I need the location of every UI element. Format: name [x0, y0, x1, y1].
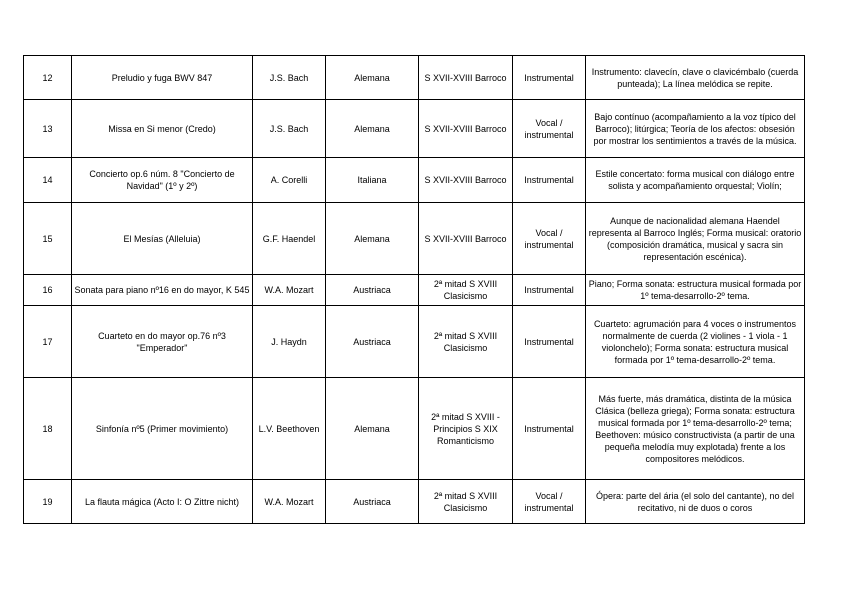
notes: Bajo contínuo (acompañamiento a la voz típico del Barroco); litúrgica; Teoría de los afectos: obsesión por mostrar los sentimientos a través de la música.: [586, 100, 805, 158]
work-title: La flauta mágica (Acto I: O Zittre nicht): [72, 480, 253, 524]
music-type: Instrumental: [513, 56, 586, 100]
work-title: Preludio y fuga BWV 847: [72, 56, 253, 100]
music-type: Vocal / instrumental: [513, 100, 586, 158]
composer: L.V. Beethoven: [253, 378, 326, 480]
works-table: [23, 55, 805, 524]
period: S XVII-XVIII Barroco: [419, 100, 513, 158]
table-row: [24, 100, 805, 158]
period: 2ª mitad S XVIII Clasicismo: [419, 306, 513, 378]
work-title: Concierto op.6 núm. 8 "Concierto de Navidad" (1º y 2º): [72, 158, 253, 203]
row-number: 15: [24, 203, 72, 275]
music-type: Vocal / instrumental: [513, 480, 586, 524]
music-type: Vocal / instrumental: [513, 203, 586, 275]
notes: Estile concertato: forma musical con diálogo entre solista y acompañamiento orquestal; Violín;: [586, 158, 805, 203]
row-number: 17: [24, 306, 72, 378]
row-number: 18: [24, 378, 72, 480]
row-number: 13: [24, 100, 72, 158]
nationality: Alemana: [326, 203, 419, 275]
row-number: 14: [24, 158, 72, 203]
notes: Ópera: parte del ária (el solo del cantante), no del recitativo, ni de duos o coros: [586, 480, 805, 524]
table-row: [24, 56, 805, 100]
nationality: Alemana: [326, 378, 419, 480]
table-row: [24, 158, 805, 203]
music-type: Instrumental: [513, 378, 586, 480]
table-row: [24, 275, 805, 306]
row-number: 12: [24, 56, 72, 100]
music-type: Instrumental: [513, 158, 586, 203]
composer: J. Haydn: [253, 306, 326, 378]
period: S XVII-XVIII Barroco: [419, 203, 513, 275]
composer: W.A. Mozart: [253, 275, 326, 306]
notes: Más fuerte, más dramática, distinta de la música Clásica (belleza griega); Forma sonata: estructura musical formada por 1º tema-desarrollo-2º tema; Beethoven: músico constructivista (a partir de una pequeña melodía muy explotada) frente a los compositores melódicos.: [586, 378, 805, 480]
row-number: 16: [24, 275, 72, 306]
nationality: Italiana: [326, 158, 419, 203]
nationality: Austriaca: [326, 275, 419, 306]
composer: A. Corelli: [253, 158, 326, 203]
work-title: El Mesías (Alleluia): [72, 203, 253, 275]
notes: Cuarteto: agrumación para 4 voces o instrumentos normalmente de cuerda (2 violines - 1 viola - 1 violonchelo); Forma sonata: estructura musical formada por 1º tema-desarrollo-2º tema.: [586, 306, 805, 378]
composer: J.S. Bach: [253, 56, 326, 100]
period: 2ª mitad S XVIII Clasicismo: [419, 275, 513, 306]
work-title: Missa en Si menor (Credo): [72, 100, 253, 158]
period: S XVII-XVIII Barroco: [419, 56, 513, 100]
table-row: [24, 203, 805, 275]
music-type: Instrumental: [513, 306, 586, 378]
composer: J.S. Bach: [253, 100, 326, 158]
table-row: [24, 306, 805, 378]
row-number: 19: [24, 480, 72, 524]
work-title: Sinfonía nº5 (Primer movimiento): [72, 378, 253, 480]
notes: Instrumento: clavecín, clave o clavicémbalo (cuerda punteada); La línea melódica se repite.: [586, 56, 805, 100]
music-type: Instrumental: [513, 275, 586, 306]
work-title: Cuarteto en do mayor op.76 nº3 "Emperador": [72, 306, 253, 378]
nationality: Alemana: [326, 100, 419, 158]
table-row: [24, 378, 805, 480]
notes: Aunque de nacionalidad alemana Haendel representa al Barroco Inglés; Forma musical: oratorio (composición dramática, musical y sacra sin representación escénica).: [586, 203, 805, 275]
notes: Piano; Forma sonata: estructura musical formada por 1º tema-desarrollo-2º tema.: [586, 275, 805, 306]
composer: W.A. Mozart: [253, 480, 326, 524]
nationality: Alemana: [326, 56, 419, 100]
work-title: Sonata para piano nº16 en do mayor, K 545: [72, 275, 253, 306]
composer: G.F. Haendel: [253, 203, 326, 275]
nationality: Austriaca: [326, 480, 419, 524]
nationality: Austriaca: [326, 306, 419, 378]
period: 2ª mitad S XVIII - Principios S XIX Romanticismo: [419, 378, 513, 480]
table-row: [24, 480, 805, 524]
period: S XVII-XVIII Barroco: [419, 158, 513, 203]
period: 2ª mitad S XVIII Clasicismo: [419, 480, 513, 524]
